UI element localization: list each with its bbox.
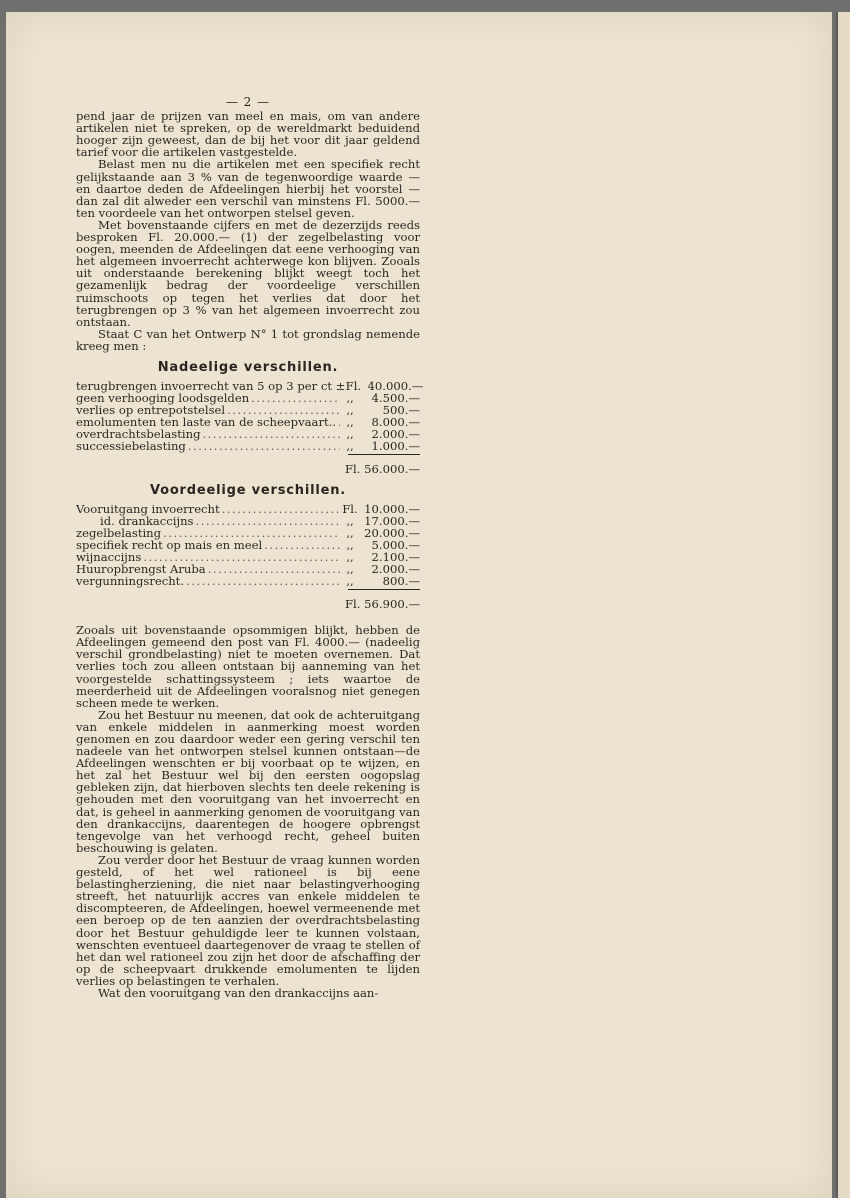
voordeelige-total: Fl. 56.900.— [345,597,420,612]
leader-dots [251,392,340,404]
row-label: specifiek recht op mais en meel [76,538,263,553]
leader-dots [203,428,341,440]
row-label: emolumenten ten laste van de scheepvaart.. [76,415,337,430]
row-amount: 4.500.— [371,391,420,406]
row-currency: ,, [346,562,354,577]
nadeelige-table [76,379,424,477]
row-currency: ,, [346,427,354,442]
nadeelige-heading: Nadeelige verschillen. [157,359,339,375]
nadeelige-total: Fl. 56.000.— [345,462,420,477]
row-currency: ,, [346,574,354,589]
row-amount: 1.000.— [371,439,420,454]
row-label: vergunningsrecht. [76,574,185,589]
leader-dots [188,440,340,452]
row-amount: 2.000.— [371,427,420,442]
row-amount: 8.000.— [371,415,420,430]
table-row [76,440,420,452]
leader-dots [186,575,340,587]
row-amount: 17.000.— [364,514,420,529]
intro-paragraph: Staat C van het Ontwerp N° 1 tot grondslag nemende kreeg men : [76,326,420,353]
row-label: wijnaccijns [76,550,142,565]
row-label: id. drankaccijns [100,514,194,529]
row-currency: ,, [346,415,354,430]
row-label: zegelbelasting [76,526,162,541]
row-currency: Fl. [345,379,362,394]
row-currency: ,, [346,538,354,553]
row-label: Vooruitgang invoerrecht [76,502,220,517]
row-amount: 20.000.— [364,526,420,541]
sum-rule [348,589,420,590]
next-page-edge [836,12,850,1198]
closing-section [76,624,420,999]
row-label: geen verhooging loodsgelden [76,391,250,406]
row-currency: ,, [346,439,354,454]
row-amount: 2.100.— [371,550,420,565]
page-number: — 2 — [225,95,271,109]
row-amount: 5.000.— [371,538,420,553]
leader-dots [196,515,341,527]
row-amount: 10.000.— [364,502,420,517]
row-amount: 2.000.— [371,562,420,577]
row-label: Huuropbrengst Aruba [76,562,206,577]
row-label: terugbrengen invoerrecht van 5 op 3 per ct ± [76,379,346,394]
row-currency: ,, [346,514,354,529]
closing-paragraph: Wat den vooruitgang van den drankaccijns aan- [98,985,379,1000]
row-currency: ,, [346,403,354,418]
voordeelige-table [76,503,420,610]
intro-paragraph: Met bovenstaande cijfers en met de dezerzijds reeds besproken Fl. 20.000.— (1) der zegelbelasting voor oogen, meenden de Afdeelingen dat eene verhooging van het algemeen invoerrecht achterwege kon blijven. Zooals uit onderstaande berekening blijkt weegt toch het gezamenlijk bedrag der voordeelige verschillen ruimschoots op tegen het verlies dat door het terugbrengen op 3 % van het algemeen invoerrecht zou ontstaan. [76,217,420,329]
row-currency: ,, [346,391,354,406]
row-amount: 500.— [382,403,420,418]
row-currency: ,, [346,526,354,541]
sum-rule [348,454,420,455]
row-amount: 800.— [382,574,420,589]
table-row [76,575,420,587]
row-label: successiebelasting [76,439,186,454]
intro-paragraph: pend jaar de prijzen van meel en mais, om van andere artikelen niet te spreken, op de wereldmarkt beduidend hooger zijn geweest, dan de bij het voor dit jaar geldend tarief voor die artikelen vastgestelde. [76,109,420,160]
closing-paragraph: Zou verder door het Bestuur de vraag kunnen worden gesteld, of het wel rationeel is bij eene belastingherziening, die niet naar belastingverhooging streeft, het natuurlijk accres van enkele middelen te discompteeren, de Afdeelingen, hoewel vermeenende met een beroep op de ten aanzien der overdrachtsbelasting door het Bestuur gehuldigde leer te kunnen volstaan, wenschten eventueel daartegenover de vraag te stellen of het dan wel rationeel zou zijn het door de afschaffing der op de scheepvaart drukkende emolumenten te lijden verlies op belastingen te verhalen. [76,852,420,988]
leader-dots [264,539,340,551]
row-amount: 40.000.— [367,379,424,394]
leader-dots [208,563,340,575]
row-currency: ,, [346,550,354,565]
row-currency: Fl. [342,502,358,517]
row-label: overdrachtsbelasting [76,427,201,442]
text-column [76,95,424,1000]
leader-dots [338,416,340,428]
intro-paragraph: Belast men nu die artikelen met een specifiek recht gelijkstaande aan 3 % van de tegenwoordige waarde — en daartoe deden de Afdeelingen hierbij het voorstel — dan zal dit alweder een verschil van minstens Fl. 5000.— ten voordeele van het ontworpen stelsel geven. [76,157,420,220]
voordeelige-heading: Voordeelige verschillen. [149,483,347,499]
closing-paragraph: Zooals uit bovenstaande opsommigen blijkt, hebben de Afdeelingen gemeend den post van Fl. 4000.— (nadeelig verschil grondbelasting) niet te moeten overnemen. Dat verlies toch zou alleen ontstaan bij aanneming van het voorgestelde schattingssysteem ; iets waartoe de meerderheid uit de Afdeelingen vooralsnog niet genegen scheen mede te werken. [76,623,420,710]
leader-dots [222,503,340,515]
closing-paragraph: Zou het Bestuur nu meenen, dat ook de achteruitgang van enkele middelen in aanmerking moest worden genomen en zou daardoor weder een gering verschil ten nadeele van het ontworpen stelsel kunnen ontstaan—de Afdeelingen wenschten er bij voorbaat op te wijzen, en het zal het Bestuur wel bij den eersten oogopslag gebleken zijn, dat hierboven slechts ten deele rekening is gehouden met den vooruitgang van het invoerrecht en dat, is geheel in aanmerking genomen de vooruitgang van den drankaccijns, daarentegen de hoogere opbrengst tengevolge van het verhoogd recht, geheel buiten beschouwing is gelaten. [76,707,420,855]
row-label: verlies op entrepotstelsel [76,403,226,418]
